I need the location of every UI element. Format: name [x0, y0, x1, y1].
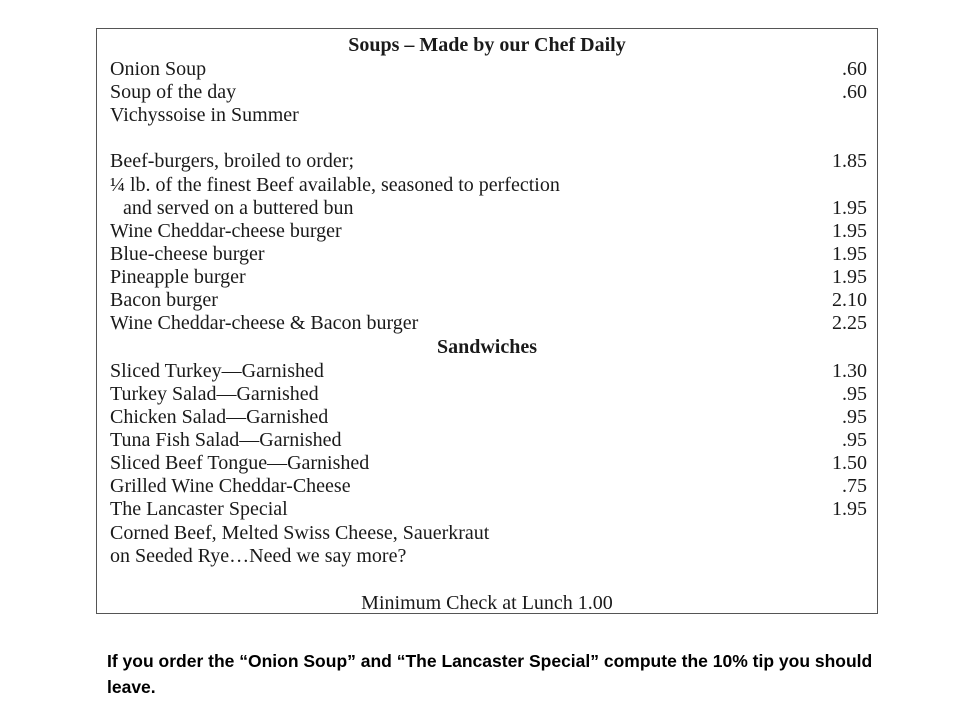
menu-item-special-description-cont — [110, 544, 867, 568]
item-price: 1.30 — [832, 360, 867, 382]
menu-item-description — [110, 173, 867, 197]
soups-heading: Soups – Made by our Chef Daily — [348, 34, 626, 56]
item-label: Vichyssoise in Summer — [110, 104, 299, 126]
item-label: The Lancaster Special — [110, 498, 288, 520]
item-price: 1.95 — [832, 220, 867, 242]
item-label: Pineapple burger — [110, 266, 246, 288]
item-price: 1.50 — [832, 452, 867, 474]
menu-item-wine-cheddar-burger — [110, 219, 867, 243]
item-label: Sliced Turkey—Garnished — [110, 360, 324, 382]
item-label: Bacon burger — [110, 289, 218, 311]
menu-item-blue-cheese-burger — [110, 242, 867, 266]
menu-item-turkey-salad — [110, 382, 867, 406]
item-label: Chicken Salad—Garnished — [110, 406, 329, 428]
menu-card — [96, 28, 878, 614]
menu-item-vichyssoise — [110, 103, 867, 127]
item-price: .95 — [842, 406, 867, 428]
minimum-check-note: Minimum Check at Lunch 1.00 — [361, 592, 613, 614]
item-label: Wine Cheddar-cheese & Bacon burger — [110, 312, 419, 334]
item-label: Blue-cheese burger — [110, 243, 265, 265]
menu-item-grilled-cheese — [110, 474, 867, 498]
question-text: If you order the “Onion Soup” and “The Lancaster Special” compute the 10% tip you should leave. — [107, 651, 873, 697]
item-price: 1.95 — [832, 197, 867, 219]
item-label: on Seeded Rye…Need we say more? — [110, 545, 407, 567]
item-price: .75 — [842, 475, 867, 497]
menu-item-pineapple-burger — [110, 265, 867, 289]
menu-item-beef-burgers — [110, 149, 867, 173]
item-label: ¼ lb. of the finest Beef available, seasoned to perfection — [110, 174, 560, 196]
item-price: .60 — [842, 81, 867, 103]
item-price: .95 — [842, 429, 867, 451]
menu-item-tuna-fish-salad — [110, 428, 867, 452]
menu-item-cheddar-bacon-burger — [110, 311, 867, 335]
menu-item-onion-soup — [110, 57, 867, 81]
menu-item-description-cont — [110, 196, 867, 220]
menu-item-soup-of-the-day — [110, 80, 867, 104]
menu-item-lancaster-special — [110, 497, 867, 521]
item-label: and served on a buttered bun — [123, 197, 354, 219]
item-label: Sliced Beef Tongue—Garnished — [110, 452, 370, 474]
menu-item-chicken-salad — [110, 405, 867, 429]
item-price: 2.25 — [832, 312, 867, 334]
item-price: 1.95 — [832, 266, 867, 288]
menu-item-special-description — [110, 521, 867, 545]
item-label: Corned Beef, Melted Swiss Cheese, Sauerkraut — [110, 522, 490, 544]
item-price: .95 — [842, 383, 867, 405]
item-price: 1.95 — [832, 243, 867, 265]
item-label: Turkey Salad—Garnished — [110, 383, 319, 405]
item-price: 1.95 — [832, 498, 867, 520]
item-label: Beef-burgers, broiled to order; — [110, 150, 354, 172]
menu-item-bacon-burger — [110, 288, 867, 312]
item-price: 2.10 — [832, 289, 867, 311]
item-label: Tuna Fish Salad—Garnished — [110, 429, 342, 451]
item-label: Onion Soup — [110, 58, 207, 80]
item-price: 1.85 — [832, 150, 867, 172]
item-price: .60 — [842, 58, 867, 80]
sandwiches-heading: Sandwiches — [436, 336, 538, 358]
item-label: Wine Cheddar-cheese burger — [110, 220, 342, 242]
item-label: Soup of the day — [110, 81, 237, 103]
item-label: Grilled Wine Cheddar-Cheese — [110, 475, 351, 497]
menu-item-beef-tongue — [110, 451, 867, 475]
menu-item-sliced-turkey — [110, 359, 867, 383]
